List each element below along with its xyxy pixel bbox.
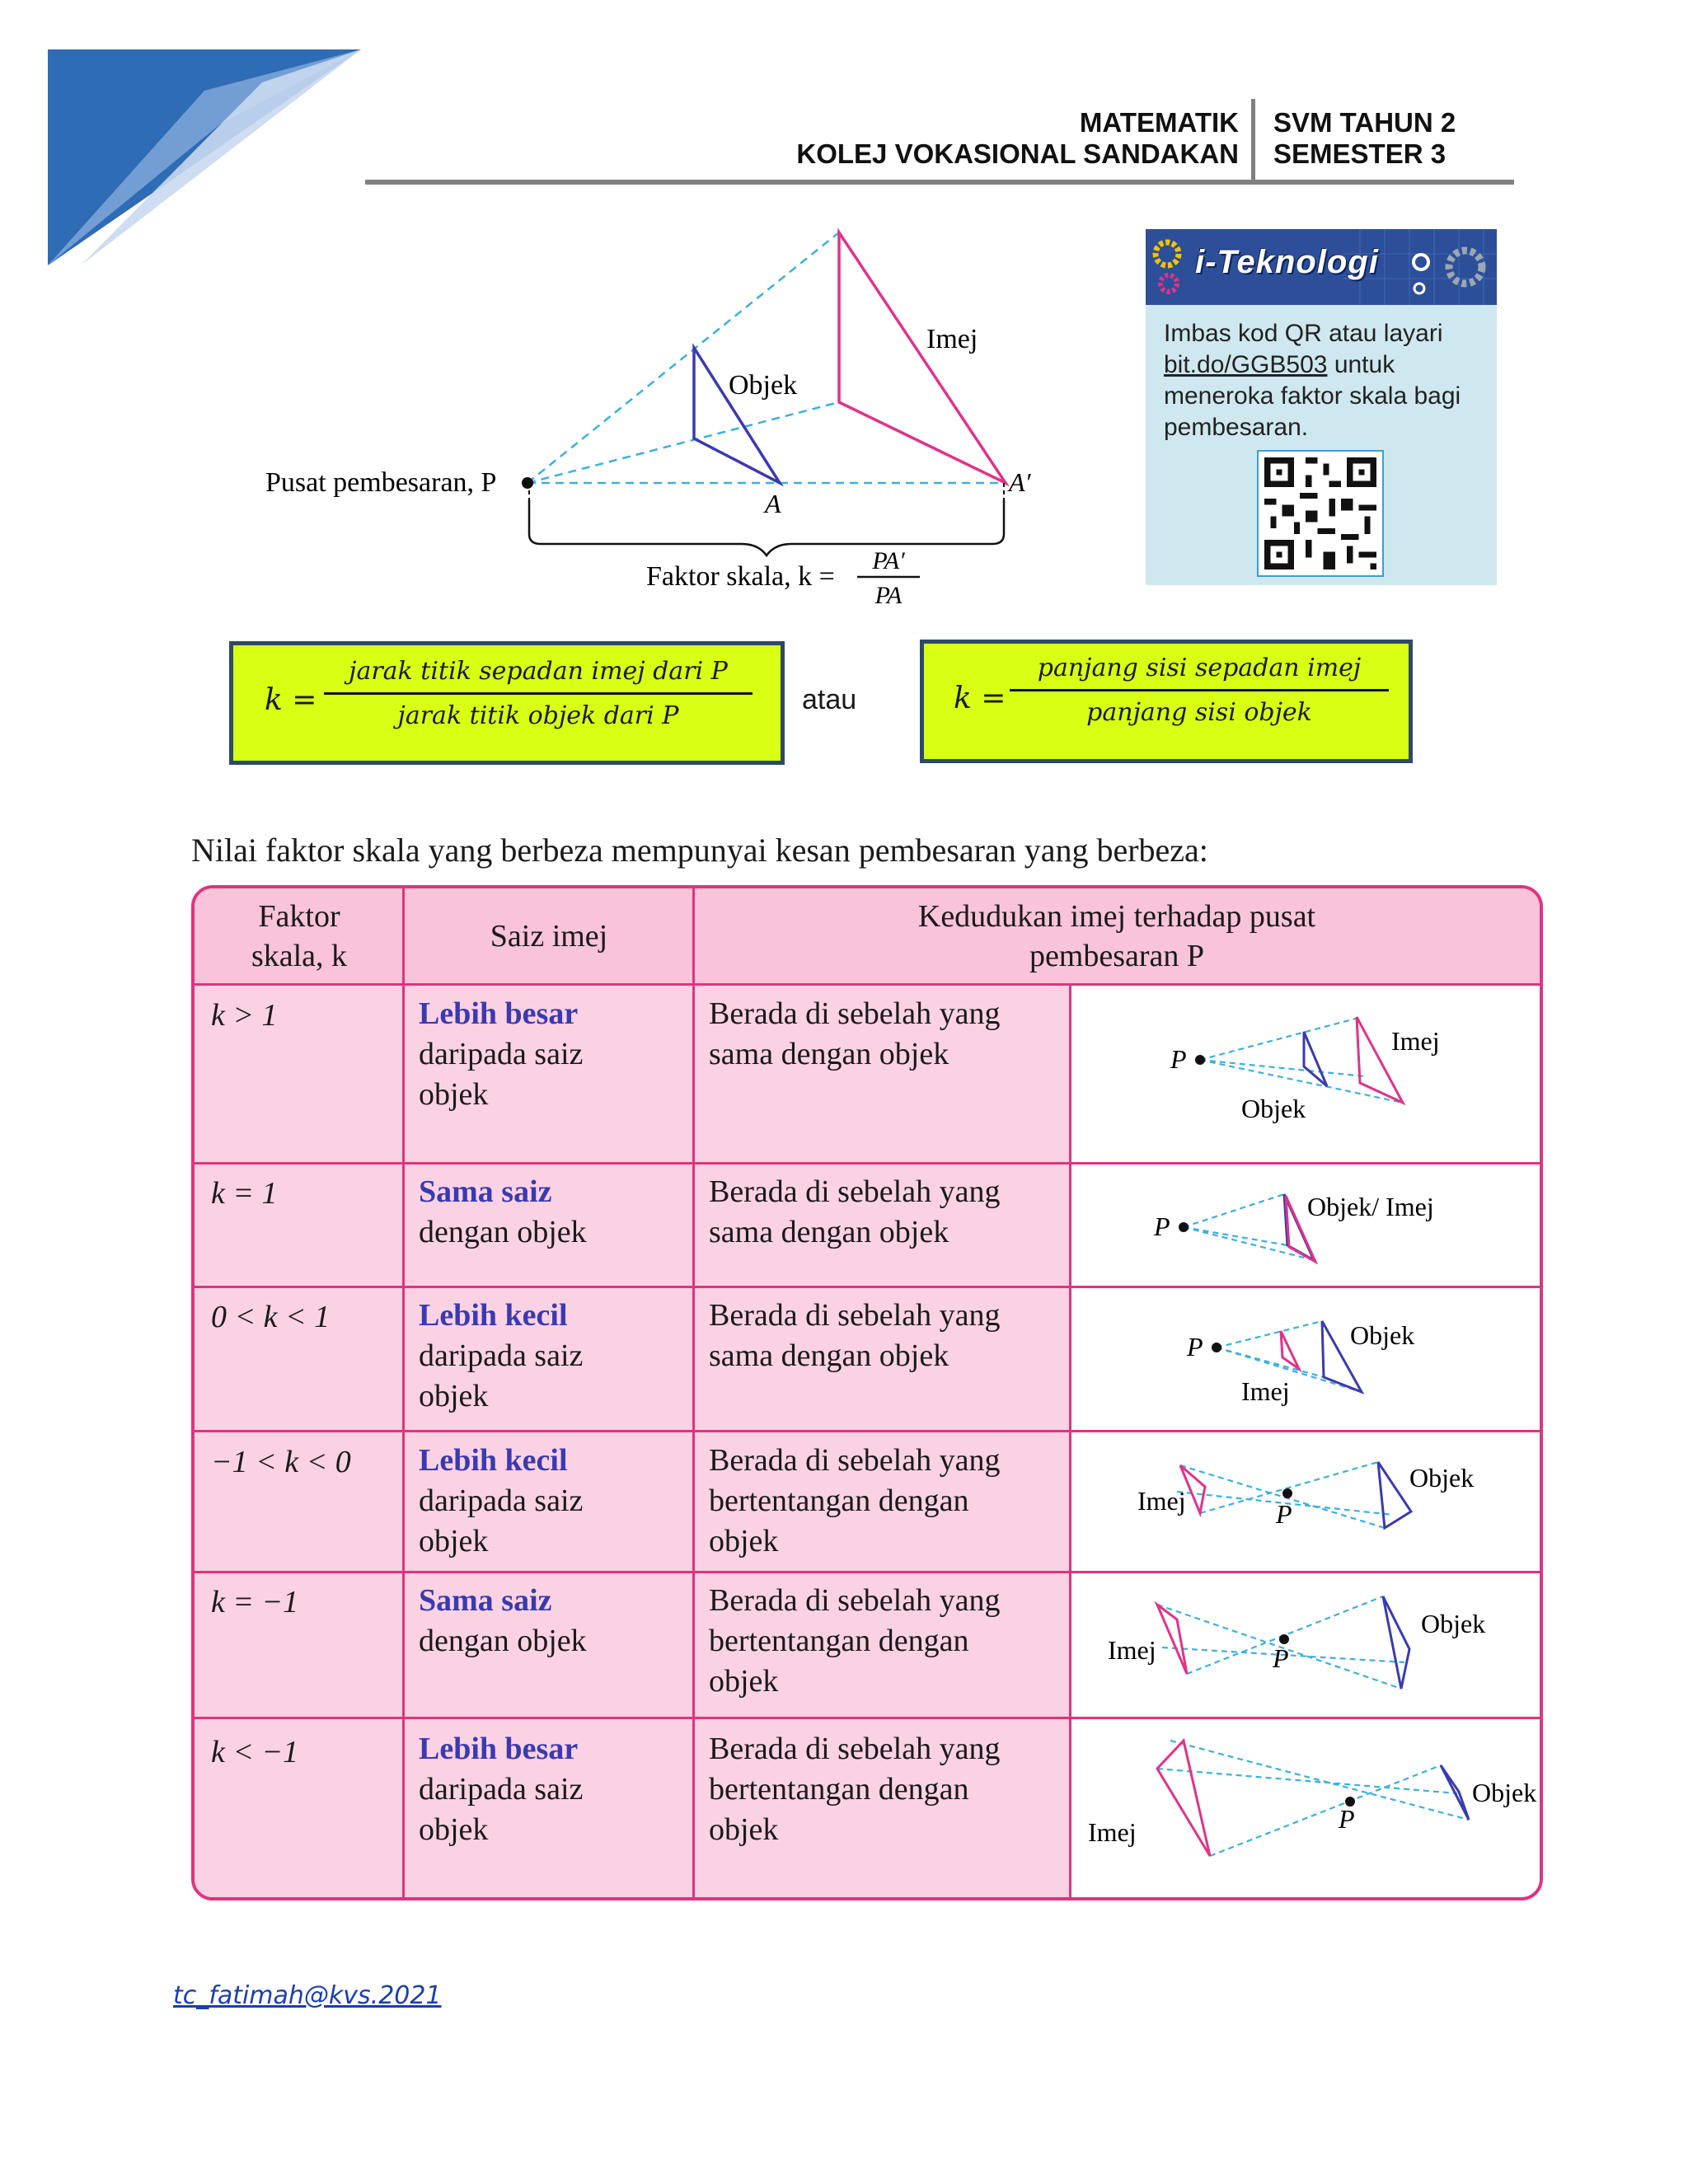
row5-k: k = −1 [211, 1585, 299, 1619]
header-semester: SEMESTER 3 [1273, 138, 1447, 169]
row4-position: Berada di sebelah yang bertentangan dengan objek [709, 1443, 1001, 1558]
header-left [497, 107, 1239, 170]
diagram-imej-label: Imej [926, 324, 978, 354]
qr-code-icon[interactable] [1257, 450, 1384, 577]
diagram-objek-label: Objek [729, 370, 798, 401]
svg-text:P: P [1273, 1643, 1289, 1673]
svg-text:P: P [1154, 1212, 1170, 1241]
svg-text:P: P [1170, 1044, 1187, 1074]
svg-text:Objek: Objek [1472, 1778, 1537, 1807]
formula1-numerator: jarak titik sepadan imej dari P [324, 657, 753, 695]
formula-connector: atau [802, 684, 857, 715]
scale-denominator: PA [874, 582, 903, 609]
header-factor: Faktor skala, k [251, 899, 348, 973]
formula1-denominator: jarak titik objek dari P [397, 701, 679, 730]
header-rule [365, 180, 1514, 185]
row6-figure [1071, 1719, 1540, 1900]
svg-text:Objek: Objek [1409, 1463, 1475, 1493]
row4-size: Lebih kecil daripada saiz objek [419, 1443, 584, 1558]
formula-box-distance [229, 641, 785, 765]
svg-text:P: P [1339, 1804, 1355, 1834]
svg-text:Objek: Objek [1350, 1320, 1415, 1350]
row5-figure [1071, 1573, 1540, 1717]
i-teknologi-box [1146, 229, 1497, 585]
svg-text:Imej: Imej [1241, 1376, 1290, 1406]
row2-figure [1071, 1165, 1540, 1286]
formula-box-length [920, 640, 1413, 763]
header-program: SVM TAHUN 2 [1273, 107, 1456, 138]
svg-text:P: P [1276, 1499, 1292, 1529]
svg-text:Objek: Objek [1421, 1609, 1486, 1638]
i-teknologi-link[interactable]: bit.do/GGB503 [1164, 351, 1328, 378]
row5-position: Berada di sebelah yang bertentangan dengan objek [709, 1583, 1001, 1699]
svg-text:Objek: Objek [1241, 1094, 1306, 1123]
svg-text:Objek/ Imej: Objek/ Imej [1307, 1192, 1434, 1221]
row2-position: Berada di sebelah yang sama dengan objek [709, 1174, 1001, 1249]
row6-size: Lebih besar daripada saiz objek [419, 1732, 584, 1847]
row3-position: Berada di sebelah yang sama dengan objek [709, 1298, 1001, 1373]
object-triangle [694, 348, 780, 483]
intro-text: Nilai faktor skala yang berbeza mempunyai kesan pembesaran yang berbeza: [191, 832, 1208, 869]
formula1-k: k = [265, 683, 317, 717]
formula2-numerator: panjang sisi sepadan imej [1010, 654, 1389, 691]
row2-size: Sama saiz dengan objek [419, 1174, 587, 1249]
diagram-A-prime-label: A′ [1009, 467, 1031, 497]
row6-position: Berada di sebelah yang bertentangan dengan objek [709, 1732, 1001, 1847]
diagram-A-label: A [765, 489, 781, 518]
i-teknologi-text-2: untuk meneroka faktor skala bagi pembesaran. [1164, 351, 1461, 441]
row3-figure [1071, 1288, 1540, 1430]
row1-position: Berada di sebelah yang sama dengan objek [709, 996, 1001, 1071]
row1-k: k > 1 [211, 998, 278, 1033]
header-school: KOLEJ VOKASIONAL SANDAKAN [796, 138, 1239, 169]
formula1-fraction [324, 657, 753, 730]
formula2-denominator: panjang sisi objek [1086, 698, 1312, 727]
header-right [1273, 107, 1456, 170]
header-separator [1251, 99, 1255, 183]
i-teknologi-text [1164, 318, 1485, 443]
i-teknologi-banner [1146, 229, 1497, 305]
row2-k: k = 1 [211, 1176, 278, 1211]
footer-credit[interactable]: tc_fatimah@kvs.2021 [173, 1981, 442, 2010]
header-subject: MATEMATIK [1079, 107, 1239, 138]
svg-text:P: P [1187, 1332, 1203, 1361]
row4-k: −1 < k < 0 [211, 1445, 351, 1479]
i-teknologi-title: i-Teknologi [1195, 244, 1379, 280]
formula2-fraction [1010, 654, 1389, 727]
header-size: Saiz imej [490, 919, 608, 954]
scale-factor-label: Faktor skala, k = [646, 561, 835, 592]
svg-text:Imej: Imej [1391, 1026, 1440, 1056]
svg-text:Imej: Imej [1108, 1635, 1156, 1665]
enlargement-diagram [247, 223, 1071, 618]
diagram-center-label: Pusat pembesaran, P [265, 467, 497, 498]
header-position: Kedudukan imej terhadap pusat pembesaran P [917, 899, 1316, 973]
row3-k: 0 < k < 1 [211, 1300, 331, 1334]
row1-figure [1071, 986, 1540, 1162]
scale-numerator: PA′ [872, 547, 905, 574]
row6-k: k < −1 [211, 1735, 299, 1769]
svg-text:Imej: Imej [1137, 1486, 1186, 1516]
row1-size: Lebih besar daripada saiz objek [419, 996, 584, 1112]
row3-size: Lebih kecil daripada saiz objek [419, 1298, 584, 1413]
image-triangle [839, 232, 1006, 483]
formula2-k: k = [954, 682, 1006, 715]
row4-figure [1071, 1432, 1540, 1571]
scale-factor-table [191, 885, 1543, 1900]
row5-size: Sama saiz dengan objek [419, 1583, 587, 1658]
i-teknologi-text-1: Imbas kod QR atau layari [1164, 320, 1443, 347]
svg-text:Imej: Imej [1088, 1817, 1137, 1847]
